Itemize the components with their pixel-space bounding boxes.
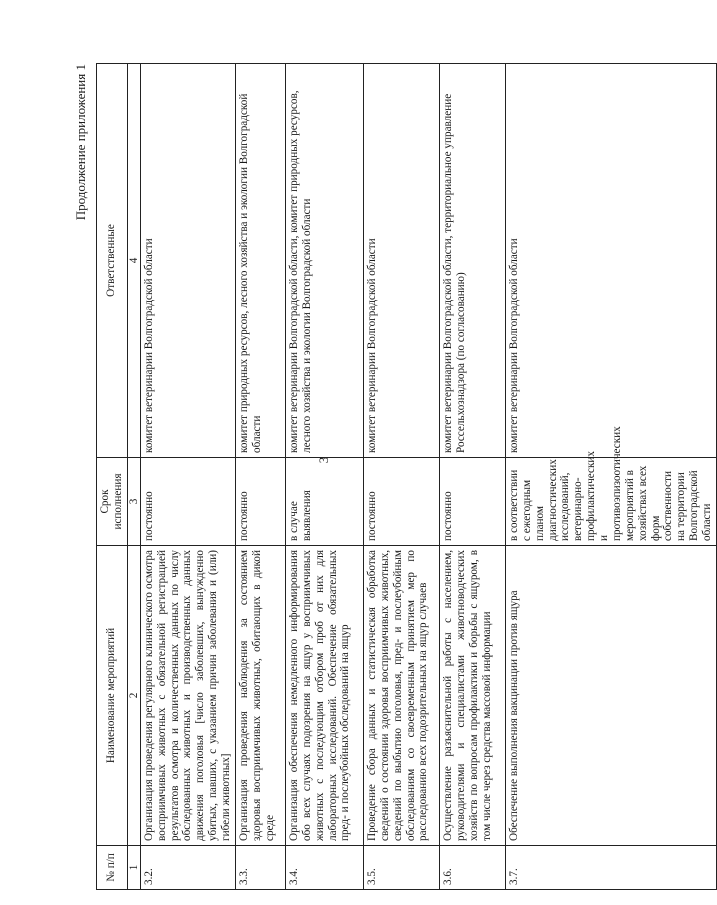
responsible: комитет ветеринарии Волгоградской области, территориальное управление Россельхознадзора (по согласованию): [439, 64, 505, 458]
deadline: в соответствии с ежегодным планом диагностических исследований, ветеринарно-профилактических и противоэпизоотических мероприятий в хозяйствах всех форм собственности на территории Волгоградской области: [505, 458, 716, 546]
table-row: [140, 64, 235, 890]
table-row: [505, 64, 716, 890]
deadline: постоянно: [439, 458, 505, 546]
column-number: 1: [127, 846, 140, 890]
measures-table: [96, 63, 717, 890]
column-number: 3: [127, 458, 140, 546]
column-number: 4: [127, 64, 140, 458]
table-row: [285, 64, 363, 890]
responsible: комитет ветеринарии Волгоградской области: [140, 64, 235, 458]
row-number: 3.5.: [363, 846, 439, 890]
page-number: 3: [316, 456, 331, 464]
header-number: № п/п: [97, 846, 128, 890]
column-number: 2: [127, 546, 140, 846]
rotated-document-body: [70, 64, 713, 890]
measure-name: Организация проведения наблюдения за состоянием здоровья восприимчивых животных, обитающих в дикой среде: [235, 546, 285, 846]
measure-name: Проведение сбора данных и статистическая обработка сведений о состоянии здоровья восприимчивых животных, сведений по выбытию поголовья, пред- и послеубойным обследованиям со своевременным принятием мер по расследованию всех подозрительных на ящур случаев: [363, 546, 439, 846]
responsible: комитет ветеринарии Волгоградской области: [505, 64, 716, 458]
row-number: 3.3.: [235, 846, 285, 890]
header-responsible: Ответственные: [97, 64, 128, 458]
row-number: 3.7.: [505, 846, 716, 890]
row-number: 3.2.: [140, 846, 235, 890]
responsible: комитет природных ресурсов, лесного хозяйства и экологии Волгоградской области: [235, 64, 285, 458]
header-deadline: Срок исполнения: [97, 458, 128, 546]
row-number: 3.4.: [285, 846, 363, 890]
table-row: [363, 64, 439, 890]
column-number-row: [127, 64, 140, 890]
header-measure-name: Наименование мероприятий: [97, 546, 128, 846]
table-row: [235, 64, 285, 890]
responsible: комитет ветеринарии Волгоградской области, комитет природных ресурсов, лесного хозяйства и экологии Волгоградской области: [285, 64, 363, 458]
table-header-row: [97, 64, 128, 890]
row-number: 3.6.: [439, 846, 505, 890]
measure-name: Организация проведения регулярного клинического осмотра восприимчивых животных с обязательной регистрацией результатов осмотра и количественных данных по числу обследованных животных и производственных данных движения поголовья [число заболевших, вынужденно убитых, павших, с указанием причин заболевания и (или) гибели животных]: [140, 546, 235, 846]
deadline: постоянно: [235, 458, 285, 546]
measure-name: Осуществление разъяснительной работы с населением, руководителями и специалистами животноводческих хозяйств по вопросам профилактики и борьбы с ящуром, в том числе через средства массовой информации: [439, 546, 505, 846]
appendix-caption: Продолжение приложения 1: [73, 64, 88, 221]
responsible: комитет ветеринарии Волгоградской области: [363, 64, 439, 458]
deadline: постоянно: [140, 458, 235, 546]
measure-name: Обеспечение выполнения вакцинации против ящура: [505, 546, 716, 846]
table-row: [439, 64, 505, 890]
deadline: в случае выявления: [285, 458, 363, 546]
deadline: постоянно: [363, 458, 439, 546]
measure-name: Организация обеспечения немедленного информирования обо всех случаях подозрения на ящур у восприимчивых животных с последующим отбором проб от них для лабораторных исследований. Обеспечение обязательных пред- и послеубойных обследований на ящур: [285, 546, 363, 846]
